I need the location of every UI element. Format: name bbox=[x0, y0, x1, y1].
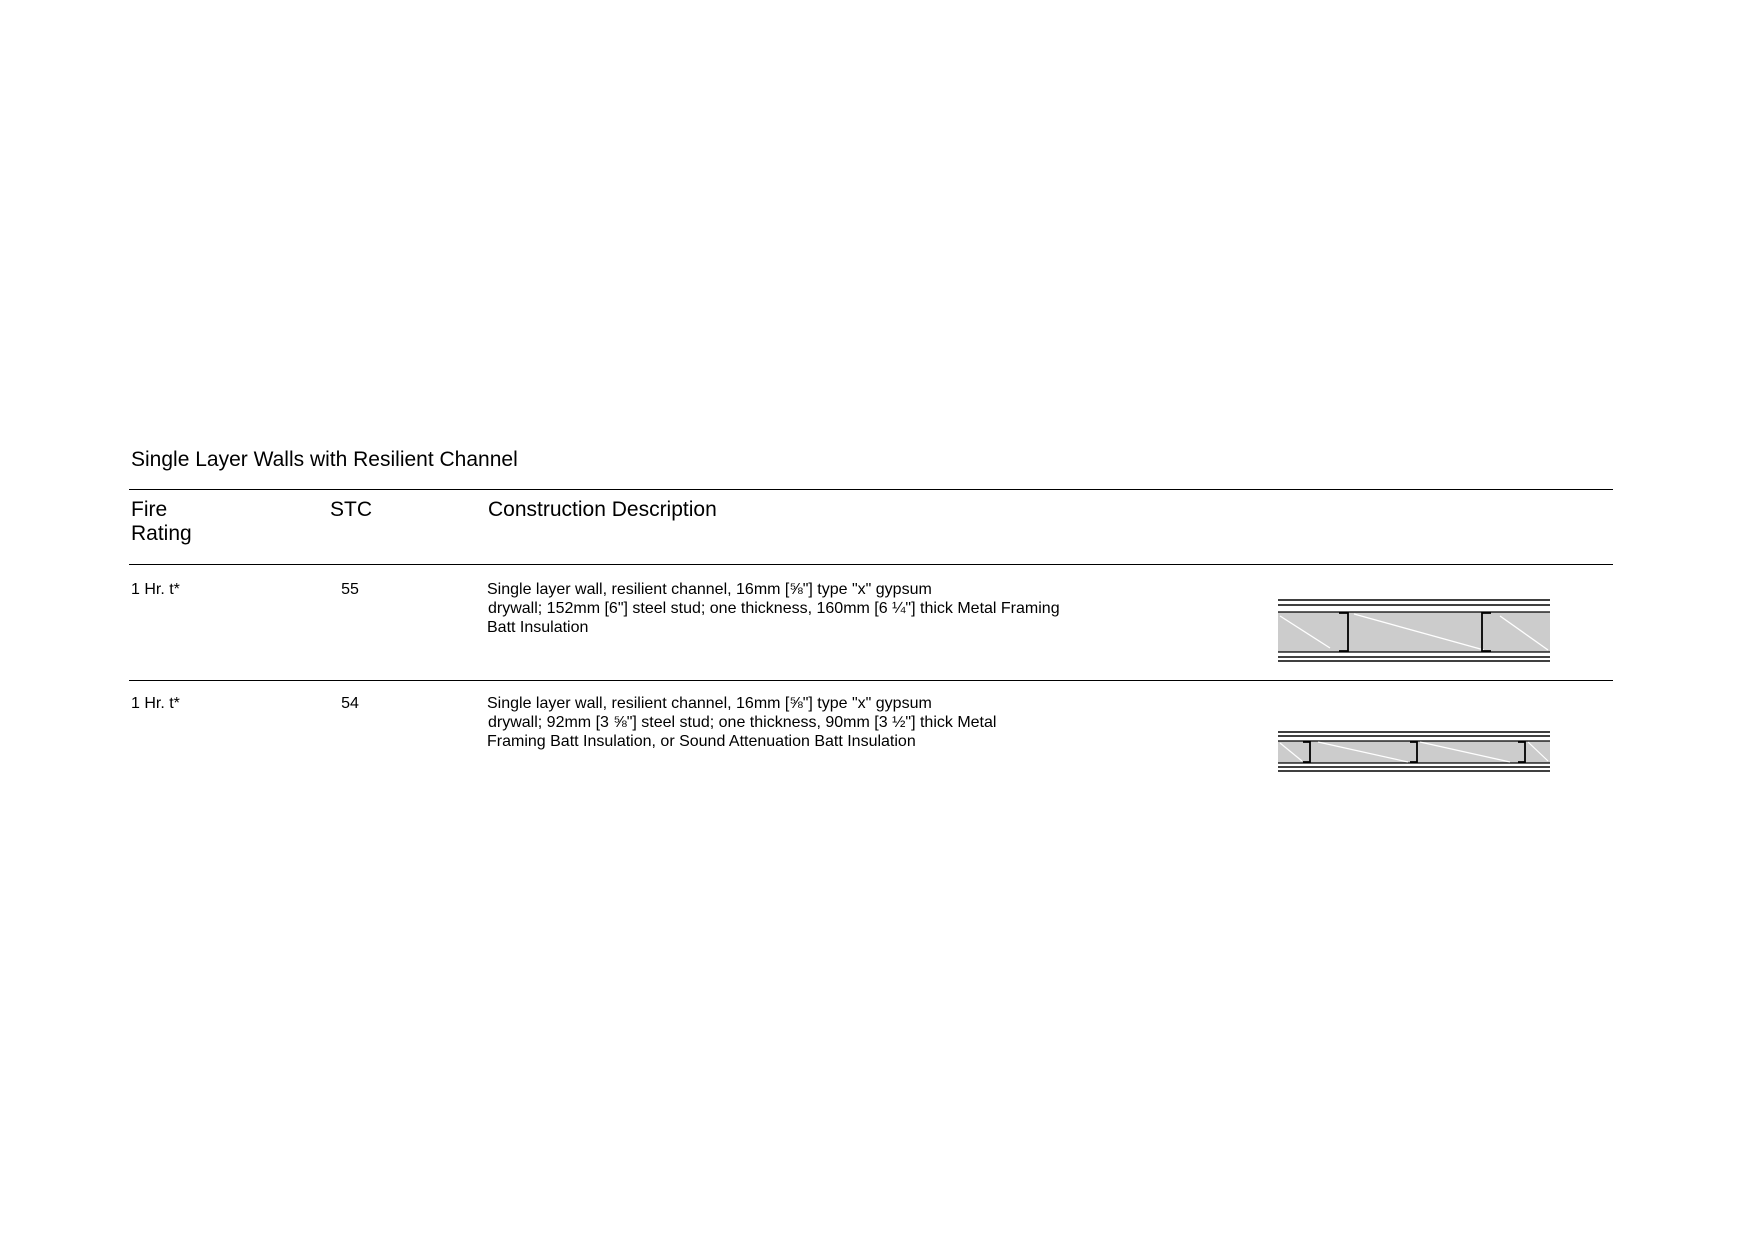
row-description-line: Single layer wall, resilient channel, 16mm [⅝"] type "x" gypsum bbox=[487, 695, 932, 712]
header-bottom-rule bbox=[129, 564, 1613, 565]
header-fire-rating-line2: Rating bbox=[131, 522, 192, 545]
wall-section-6in-steel-stud-icon bbox=[1278, 598, 1550, 662]
row-stc: 55 bbox=[341, 581, 359, 598]
row-stc: 54 bbox=[341, 695, 359, 712]
row-description-line: Framing Batt Insulation, or Sound Attenuation Batt Insulation bbox=[487, 733, 916, 750]
row-fire-rating: 1 Hr. t* bbox=[131, 581, 180, 598]
section-title: Single Layer Walls with Resilient Channel bbox=[131, 448, 518, 471]
row-description-line: drywall; 152mm [6"] steel stud; one thickness, 160mm [6 ¼"] thick Metal Framing bbox=[488, 600, 1060, 617]
wall-section-3-5-8in-steel-stud-icon bbox=[1278, 730, 1550, 772]
row-description-line: Batt Insulation bbox=[487, 619, 589, 636]
header-construction-description: Construction Description bbox=[488, 498, 717, 521]
header-top-rule bbox=[129, 489, 1613, 490]
row-description bbox=[487, 694, 996, 751]
row-fire-rating: 1 Hr. t* bbox=[131, 695, 180, 712]
row-description-line: Single layer wall, resilient channel, 16mm [⅝"] type "x" gypsum bbox=[487, 581, 932, 598]
header-fire-rating-line1: Fire bbox=[131, 498, 168, 521]
header-stc: STC bbox=[330, 498, 372, 521]
header-fire-rating bbox=[131, 498, 192, 546]
row-description bbox=[487, 580, 1060, 637]
row-description-line: drywall; 92mm [3 ⅝"] steel stud; one thickness, 90mm [3 ½"] thick Metal bbox=[488, 714, 997, 731]
row-divider-rule bbox=[129, 680, 1613, 681]
